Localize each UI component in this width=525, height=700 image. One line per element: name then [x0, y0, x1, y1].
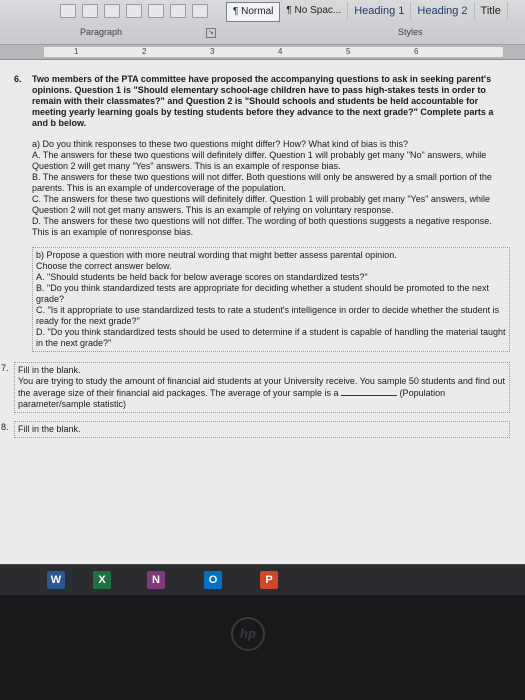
- paragraph-dialog-launcher-icon[interactable]: ↘: [206, 28, 216, 38]
- answer-option-b[interactable]: B. The answers for these two questions will not differ. Both questions will only be answered by a small portion of the parents. This is an example of undercoverage of the population.: [32, 172, 492, 193]
- style-no-spacing[interactable]: ¶ No Spac...: [280, 2, 348, 20]
- question-number: 8.: [1, 422, 9, 432]
- align-right-icon[interactable]: [104, 4, 120, 18]
- answer-blank[interactable]: [341, 387, 397, 396]
- taskbar: [0, 564, 525, 595]
- justify-icon[interactable]: [126, 4, 142, 18]
- answer-option-c[interactable]: C. "Is it appropriate to use standardized tests to rate a student's intelligence in order to decide whether the student is ready for the next grade?": [36, 305, 500, 326]
- ruler-mark: 4: [278, 47, 283, 56]
- answer-option-a[interactable]: A. "Should students be held back for below average scores on standardized tests?": [36, 272, 368, 282]
- question-heading: Fill in the blank.: [18, 365, 81, 375]
- part-b: [32, 247, 510, 352]
- outlook-icon[interactable]: O: [204, 571, 222, 589]
- styles-gallery: [226, 2, 508, 20]
- question-heading: Fill in the blank.: [18, 424, 81, 434]
- question-7: [1, 362, 510, 413]
- question-8: [1, 421, 510, 438]
- monitor-bezel: [0, 595, 525, 700]
- style-heading-1[interactable]: Heading 1: [348, 2, 411, 20]
- answer-option-b[interactable]: B. "Do you think standardized tests are appropriate for deciding whether a student should be promoted to the next grade?: [36, 283, 489, 304]
- excel-icon[interactable]: X: [93, 571, 111, 589]
- question-6: [14, 74, 510, 352]
- answer-option-c[interactable]: C. The answers for these two questions will definitely differ. Question 1 will probably get many "Yes" answers, while Question 2 will not get many answers. This is an example of relying on voluntary response.: [32, 194, 490, 215]
- paragraph-group-label: Paragraph: [80, 27, 123, 37]
- answer-option-d[interactable]: D. The answers for these two questions will not differ. The wording of both questions suggests a negative response. This is an example of nonresponse bias.: [32, 216, 492, 237]
- answer-option-a[interactable]: A. The answers for these two questions will definitely differ. Question 1 will probably get many "No" answers, while Question 2 will get many "Yes" answers. This is an example of response bias.: [32, 150, 487, 171]
- ruler-mark: 6: [414, 47, 419, 56]
- powerpoint-icon[interactable]: P: [260, 571, 278, 589]
- ruler-mark: 1: [74, 47, 79, 56]
- ruler-mark: 2: [142, 47, 147, 56]
- align-left-icon[interactable]: [60, 4, 76, 18]
- document-page[interactable]: [0, 60, 525, 564]
- question-text-after: (Population parameter/sample statistic): [18, 388, 446, 409]
- ribbon: [0, 0, 525, 45]
- style-normal[interactable]: ¶ Normal: [226, 2, 280, 22]
- paragraph-tools: [60, 4, 208, 20]
- question-text: [18, 376, 506, 410]
- question-number: 6.: [14, 74, 22, 84]
- align-center-icon[interactable]: [82, 4, 98, 18]
- part-b-instruction: Choose the correct answer below.: [36, 261, 172, 271]
- part-a-question: a) Do you think responses to these two questions might differ? How? What kind of bias is this?: [32, 139, 409, 149]
- question-text-before: You are trying to study the amount of financial aid students at your University receive. You sample 50 students and find out the average size of their financial aid packages. The average of your sample is a: [18, 376, 505, 398]
- shading-icon[interactable]: [170, 4, 186, 18]
- question-prompt: Two members of the PTA committee have proposed the accompanying questions to ask in seeking parent's opinions. Question 1 is "Should elementary school-age children have to pass high-stakes tests in order to remain with their classmates?" and Question 2 is "Should schools and students be held accountable for meeting yearly learning goals by testing students before they advance to the next grade?" Complete parts a and b below.: [32, 74, 494, 128]
- style-heading-2[interactable]: Heading 2: [411, 2, 474, 20]
- part-b-question: b) Propose a question with more neutral wording that might better assess parental opinion.: [36, 250, 397, 260]
- question-number: 7.: [1, 363, 9, 373]
- line-spacing-icon[interactable]: [148, 4, 164, 18]
- hp-logo: hp: [231, 617, 265, 651]
- styles-group-label: Styles: [398, 27, 423, 37]
- word-icon[interactable]: W: [47, 571, 65, 589]
- ruler[interactable]: [0, 45, 525, 60]
- ruler-track: [44, 47, 503, 57]
- style-title[interactable]: Title: [475, 2, 508, 20]
- borders-icon[interactable]: [192, 4, 208, 18]
- answer-option-d[interactable]: D. "Do you think standardized tests should be used to determine if a student is capable of handling the material taught in the next grade?": [36, 327, 506, 348]
- onenote-icon[interactable]: N: [147, 571, 165, 589]
- document-content: [1, 74, 510, 438]
- ruler-mark: 5: [346, 47, 351, 56]
- ruler-mark: 3: [210, 47, 215, 56]
- part-a: [32, 139, 510, 238]
